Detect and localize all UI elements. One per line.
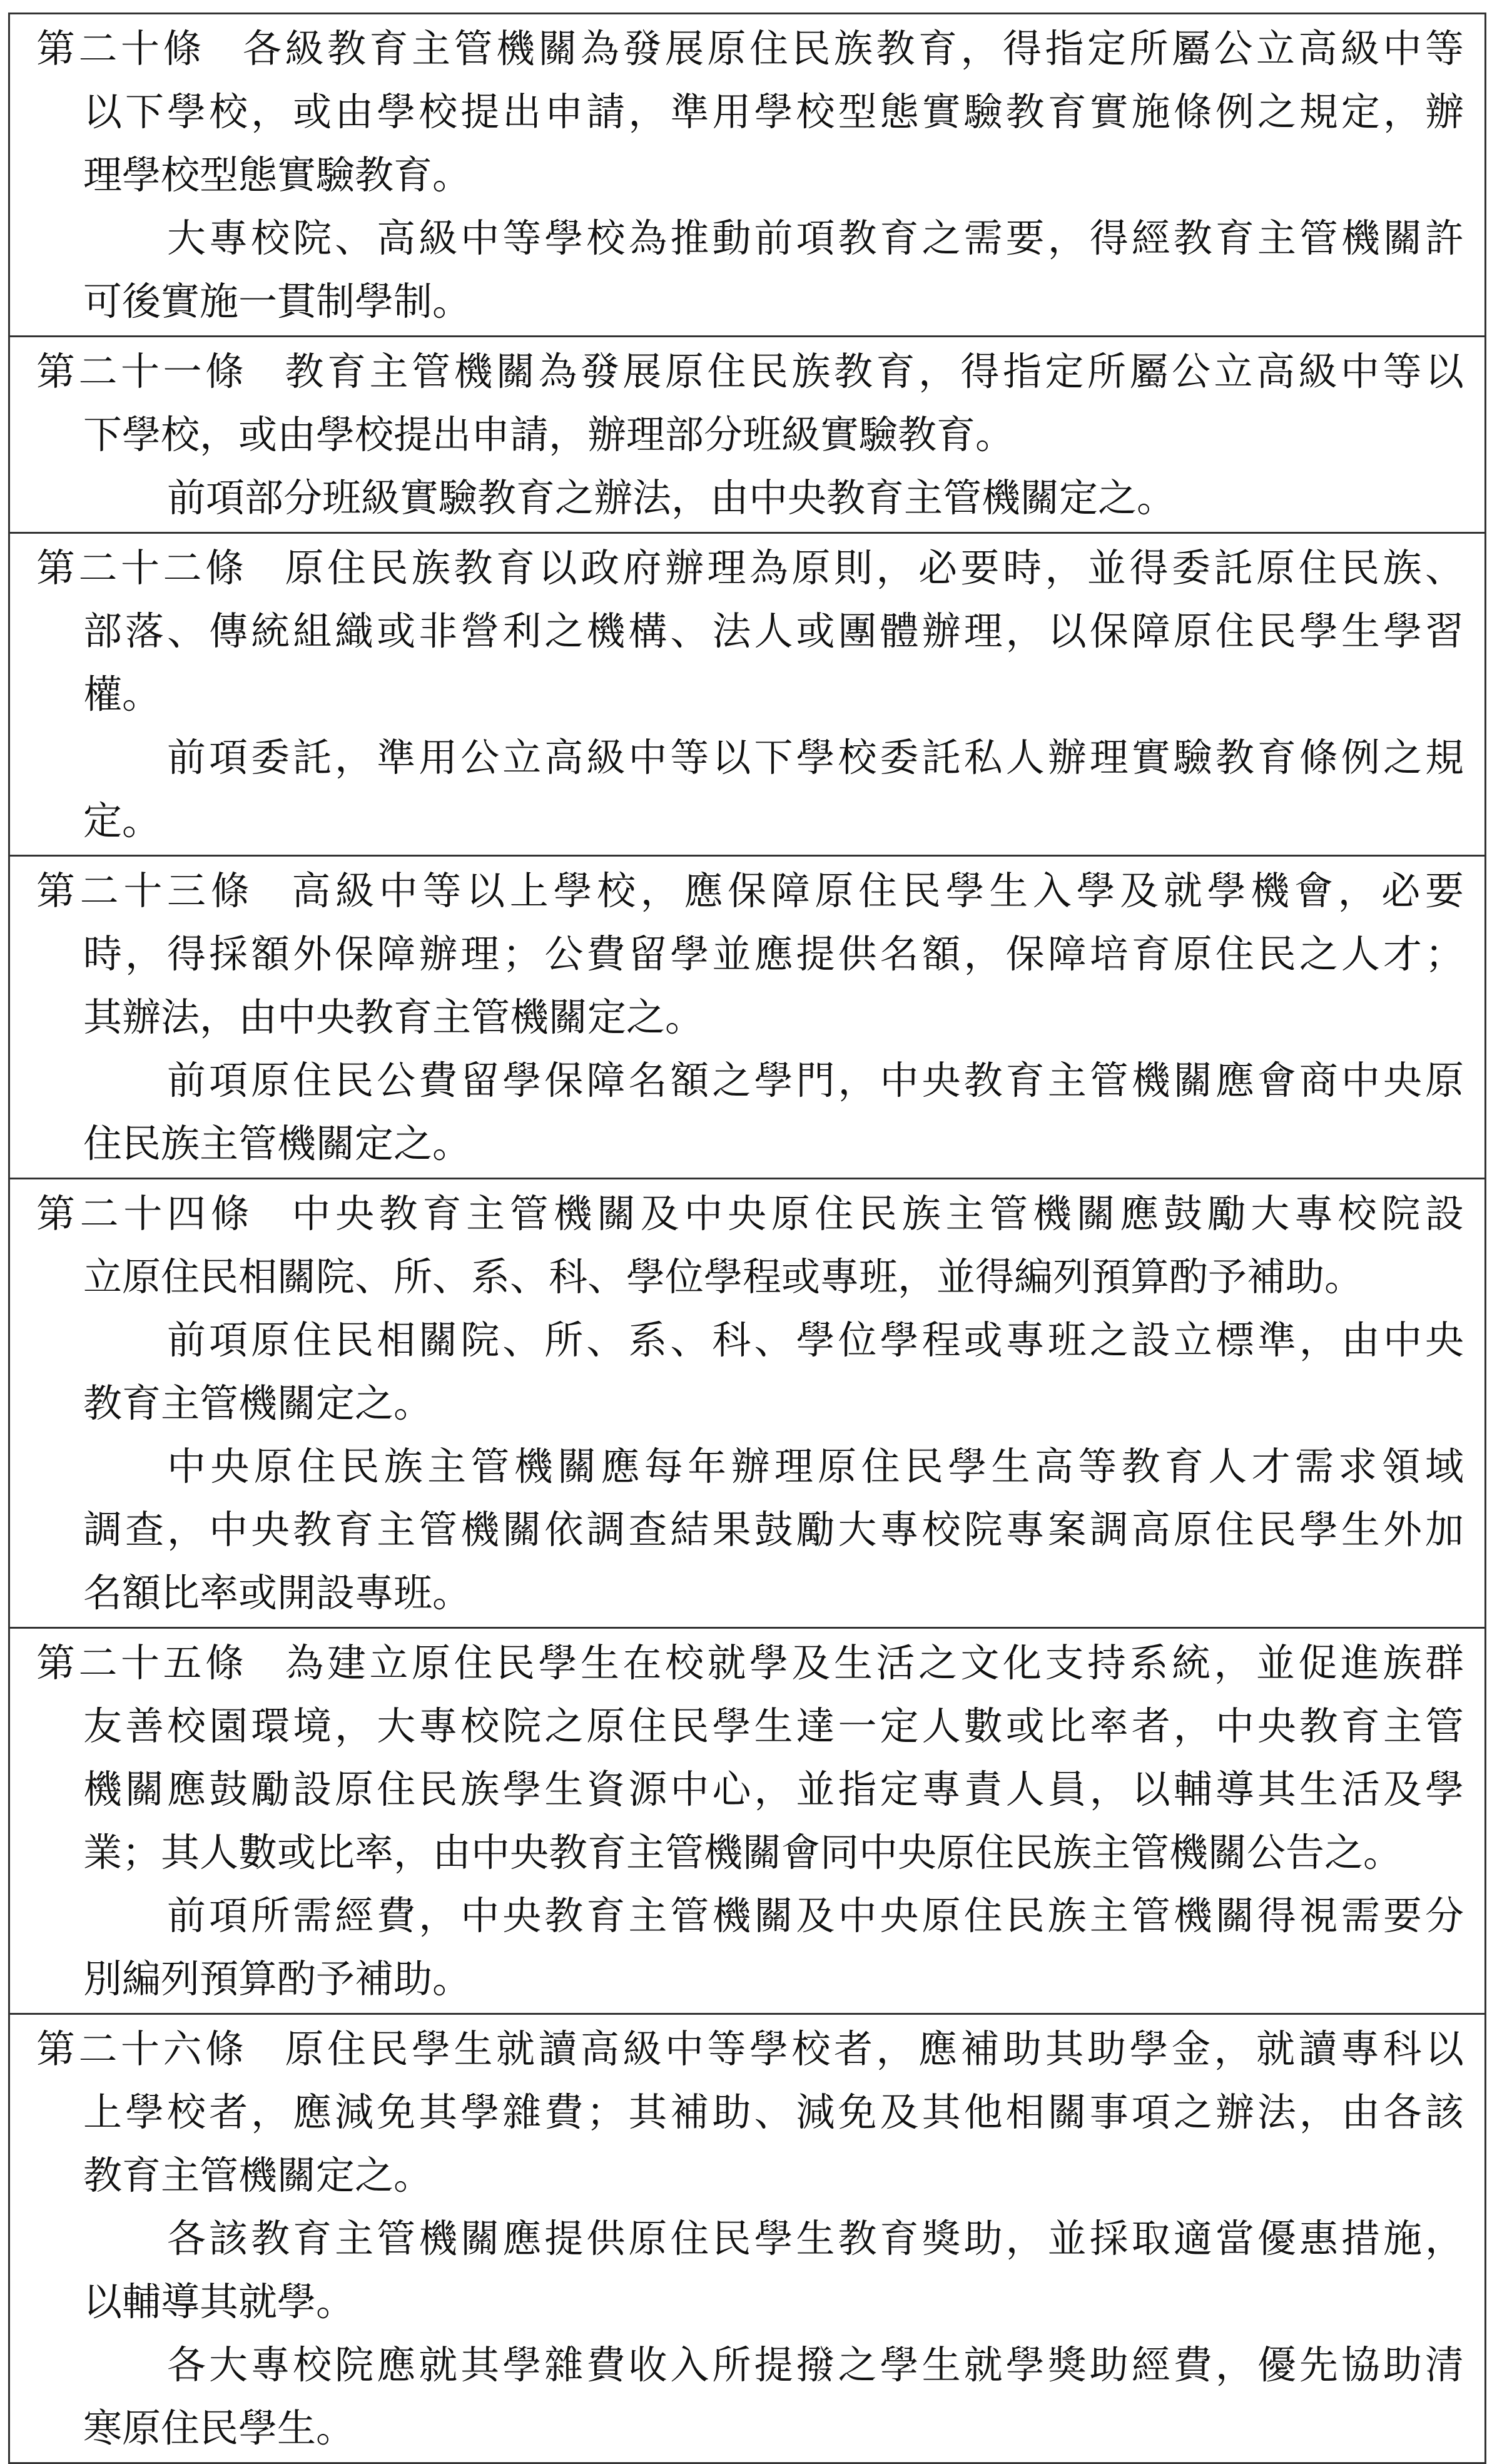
text-line — [83, 80, 1464, 143]
article-row — [10, 2013, 1484, 2462]
article-row — [10, 532, 1484, 855]
article-number: 第二十四條 — [36, 1191, 255, 1236]
text-line — [83, 663, 1464, 726]
text-line — [36, 1631, 1464, 1694]
text-line — [83, 1112, 1464, 1175]
law-articles-table — [8, 13, 1486, 2464]
article-row — [10, 14, 1484, 335]
line-text: 調查，中央教育主管機關依調查結果鼓勵大專校院專案調高原住民學生外加 — [83, 1507, 1464, 1552]
text-line — [167, 206, 1464, 270]
text-line — [167, 2207, 1464, 2270]
line-text: 機關應鼓勵設原住民族學生資源中心，並指定專責人員，以輔導其生活及學 — [83, 1766, 1464, 1812]
line-text: 前項部分班級實驗教育之辦法，由中央教育主管機關定之。 — [167, 475, 1176, 521]
text-line — [83, 922, 1464, 985]
line-text: 前項原住民相關院、所、系、科、學位學程或專班之設立標準，由中央 — [167, 1317, 1464, 1363]
article-number: 第二十二條 — [36, 545, 248, 591]
line-text: 名額比率或開設專班。 — [83, 1570, 472, 1616]
line-text: 教育主管機關為發展原住民族教育，得指定所屬公立高級中等以 — [285, 349, 1464, 394]
text-line — [83, 1498, 1464, 1561]
text-line — [83, 1947, 1464, 2010]
line-text: 為建立原住民學生在校就學及生活之文化支持系統，並促進族群 — [285, 1640, 1464, 1686]
line-text: 下學校，或由學校提出申請，辦理部分班級實驗教育。 — [83, 412, 1015, 457]
article-row — [10, 855, 1484, 1178]
line-text: 前項委託，準用公立高級中等以下學校委託私人辦理實驗教育條例之規 — [167, 735, 1464, 780]
line-text: 以輔導其就學。 — [83, 2279, 355, 2324]
article-number: 第二十一條 — [36, 349, 248, 394]
text-line — [167, 1435, 1464, 1498]
text-line — [36, 536, 1464, 599]
line-text: 其辦法，由中央教育主管機關定之。 — [83, 994, 704, 1040]
article-row — [10, 335, 1484, 532]
article-number: 第二十條 — [36, 26, 205, 71]
line-text: 理學校型態實驗教育。 — [83, 152, 472, 198]
line-text: 教育主管機關定之。 — [83, 2152, 433, 2198]
text-line — [83, 985, 1464, 1049]
text-line — [83, 403, 1464, 466]
line-text: 上學校者，應減免其學雜費；其補助、減免及其他相關事項之辦法，由各該 — [83, 2089, 1464, 2135]
text-line — [83, 2080, 1464, 2144]
line-text: 各級教育主管機關為發展原住民族教育，得指定所屬公立高級中等 — [243, 26, 1464, 71]
text-line — [83, 143, 1464, 206]
line-text: 以下學校，或由學校提出申請，準用學校型態實驗教育實施條例之規定，辦 — [83, 89, 1464, 135]
text-line — [167, 466, 1464, 529]
article-number: 第二十六條 — [36, 2026, 248, 2072]
text-line — [167, 2333, 1464, 2396]
article-number: 第二十五條 — [36, 1640, 248, 1686]
text-line — [167, 1049, 1464, 1112]
line-text: 住民族主管機關定之。 — [83, 1121, 472, 1166]
line-text: 前項原住民公費留學保障名額之學門，中央教育主管機關應會商中央原 — [167, 1057, 1464, 1103]
text-line — [83, 789, 1464, 852]
text-line — [83, 270, 1464, 333]
line-text: 原住民學生就讀高級中等學校者，應補助其助學金，就讀專科以 — [285, 2026, 1464, 2072]
text-line — [36, 340, 1464, 403]
text-line — [83, 1561, 1464, 1624]
text-line — [83, 599, 1464, 663]
text-line — [36, 1182, 1464, 1245]
line-text: 權。 — [83, 671, 161, 717]
text-line — [167, 1884, 1464, 1947]
line-text: 友善校園環境，大專校院之原住民學生達一定人數或比率者，中央教育主管 — [83, 1703, 1464, 1749]
line-text: 前項所需經費，中央教育主管機關及中央原住民族主管機關得視需要分 — [167, 1893, 1464, 1938]
text-line — [83, 2270, 1464, 2333]
line-text: 原住民族教育以政府辦理為原則，必要時，並得委託原住民族、 — [285, 545, 1464, 591]
text-line — [83, 1694, 1464, 1758]
text-line — [36, 859, 1464, 922]
article-row — [10, 1178, 1484, 1627]
line-text: 高級中等以上學校，應保障原住民學生入學及就學機會，必要 — [292, 868, 1464, 914]
line-text: 寒原住民學生。 — [83, 2405, 355, 2451]
text-line — [83, 2396, 1464, 2460]
text-line — [83, 1821, 1464, 1884]
line-text: 大專校院、高級中等學校為推動前項教育之需要，得經教育主管機關許 — [167, 215, 1464, 261]
text-line — [83, 2144, 1464, 2207]
text-line — [83, 1758, 1464, 1821]
line-text: 可後實施一貫制學制。 — [83, 278, 472, 324]
line-text: 中央教育主管機關及中央原住民族主管機關應鼓勵大專校院設 — [292, 1191, 1464, 1236]
text-line — [167, 1308, 1464, 1372]
article-number: 第二十三條 — [36, 868, 255, 914]
text-line — [167, 726, 1464, 789]
line-text: 中央原住民族主管機關應每年辦理原住民學生高等教育人才需求領域 — [167, 1443, 1464, 1489]
line-text: 教育主管機關定之。 — [83, 1380, 433, 1426]
line-text: 別編列預算酌予補助。 — [83, 1956, 472, 2002]
text-line — [83, 1245, 1464, 1308]
line-text: 立原住民相關院、所、系、科、學位學程或專班，並得編列預算酌予補助。 — [83, 1254, 1364, 1300]
line-text: 各該教育主管機關應提供原住民學生教育獎助，並採取適當優惠措施， — [167, 2216, 1464, 2261]
text-line — [36, 17, 1464, 80]
text-line — [83, 1372, 1464, 1435]
article-row — [10, 1627, 1484, 2013]
line-text: 各大專校院應就其學雜費收入所提撥之學生就學獎助經費，優先協助清 — [167, 2342, 1464, 2388]
line-text: 業；其人數或比率，由中央教育主管機關會同中央原住民族主管機關公告之。 — [83, 1830, 1403, 1875]
line-text: 部落、傳統組織或非營利之機構、法人或團體辦理，以保障原住民學生學習 — [83, 608, 1464, 654]
line-text: 定。 — [83, 798, 161, 843]
text-line — [36, 2017, 1464, 2080]
line-text: 時，得採額外保障辦理；公費留學並應提供名額，保障培育原住民之人才； — [83, 931, 1464, 977]
